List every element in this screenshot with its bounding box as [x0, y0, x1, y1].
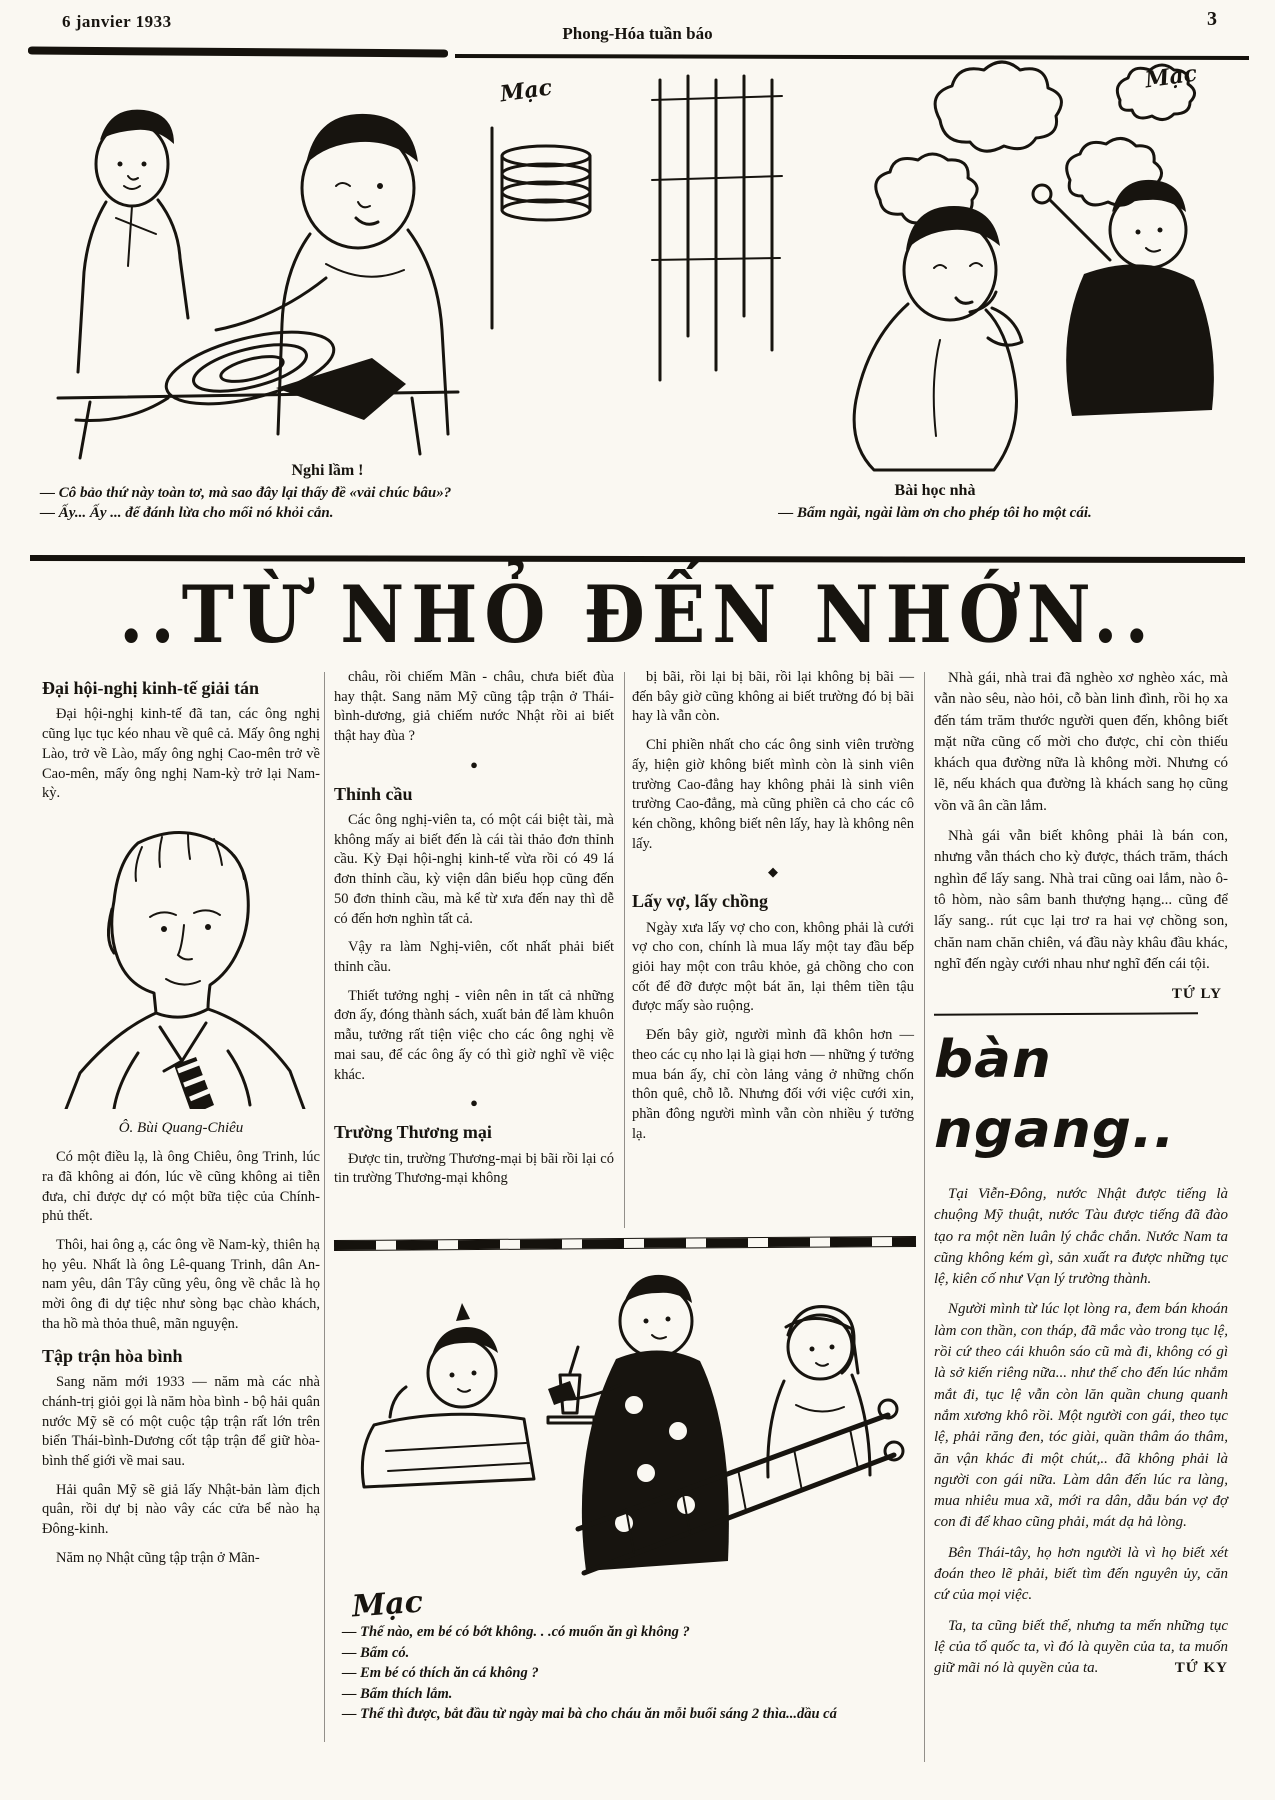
paragraph: Vậy ra làm Nghị-viên, cốt nhất phải biết thỉnh cầu.: [334, 939, 614, 976]
paragraph: Thiết tưởng nghị - viên nên in tất cả những đơn ấy, đóng thành sách, xuất bản để làm khuôn mẫu, tưởng rất tiện việc cho các ông nghị về mai sau, để các ông ấy có thì giờ nghĩ về việc khác.: [334, 987, 614, 1083]
paragraph: Có một điều lạ, là ông Chiêu, ông Trinh, lúc ra đã không ai đón, lúc về cũng không ai tiễn đưa, chỉ được dự có một bữa tiệc của Chính-phủ thết.: [42, 1149, 320, 1225]
smoking-scene-drawing: [640, 60, 1230, 480]
cartoon-fabric-scene: [40, 68, 615, 524]
author-signature: TỨ KY: [1174, 1660, 1228, 1677]
issue-date: 6 janvier 1933: [62, 12, 172, 31]
cartoon-right-caption-1: — Bẩm ngài, ngài làm ơn cho phép tôi ho một cái.: [778, 505, 1092, 521]
cartoon-bottom-caption-2: — Bẩm có.: [342, 1644, 410, 1661]
heading-tap-tran: Tập trận hòa bình: [42, 1345, 183, 1366]
cartoon-bottom-caption-3: — Em bé có thích ăn cá không ?: [342, 1665, 539, 1682]
page-number: 3: [1207, 8, 1217, 30]
cartoon-left-title: Nghi lầm !: [291, 462, 364, 479]
paragraph: Ngày xưa lấy vợ cho con, không phải là cưới vợ cho con, chính là mua lấy một tay đầu bếp giỏi hay một con trâu khỏe, gả chồng cho con cốt để đỡ được một bát ăn, lại thêm tiền tậu được mấy sào ruộng.: [632, 919, 914, 1015]
paragraph: Nhà gái vẫn biết không phải là bán con, nhưng vẫn thách cho kỳ được, thách trăm, thách nghìn để lấy sang. Nhà trai cũng oai lắm, nào ô-tô hòm, nào sâm banh thượng hạng... cũng để lấy sang.. rút cục lại trơ ra hai vợ chồng son, chăn nam chăn chiên, vá đầu này khâu đầu khác, nghĩ đến ngày cưới nhau như nghĩ đến cái tội.: [934, 828, 1228, 972]
cartoon-smoking-scene: [640, 60, 1230, 523]
paragraph: Năm nọ Nhật cũng tập trận ở Mãn-: [56, 1549, 260, 1566]
heading-truong-thuong-mai: Trường Thương mại: [334, 1122, 492, 1143]
paragraph: Bên Thái-tây, họ hơn người là vì họ biết xét đoán theo lẽ phải, biết tìm đến nguyên ủy, căn cứ của mọi việc.: [934, 1544, 1228, 1604]
cartoon-left-caption-2: — Ấy... Ấy ... để đánh lừa cho mối nó khỏi cắn.: [40, 505, 334, 522]
paragraph-text: Ta, ta cũng biết thế, nhưng ta mến những tục lệ của tổ quốc ta, vì đó là quyền của ta, ta muốn giữ mãi nó là quyền của ta.: [934, 1617, 1228, 1677]
fabric-scene-drawing: [40, 68, 615, 460]
paragraph: Các ông nghị-viên ta, có một cái biệt tài, mà không mấy ai biết đến là cái tài thảo đơn thỉnh cầu. Kỳ Đại hội-nghị kinh-tế vừa rồi có 49 lá đơn thỉnh cầu, kỳ viện dân biểu họp cũng đến 50 đơn thỉnh cầu, mà kể từ xưa đến nay thì dễ có đến hơn nghìn tất cả.: [334, 812, 614, 927]
sickbed-scene-drawing: [334, 1255, 916, 1585]
column-1: [42, 668, 320, 1578]
cartoon-sickbed-scene: [334, 1238, 916, 1726]
dot-separator: ●: [470, 756, 478, 772]
paragraph: Người mình từ lúc lọt lòng ra, đem bán khoán làm con thần, con tháp, đã mắc vào trong tục lệ, rồi cứ theo cái khuôn sáo cũ mà đi, không có gì là sở kiến riêng nữa... như thế cho đến lúc nhắm mắt đi, tục lệ vẫn còn lăn quần chung quanh nắm xương khô rồi. Một người con gái, theo tục lệ, phải răng đen, tóc giài, quần thâm áo thâm, ăn vận khác đi một chút,.. đã không phải là người con gái nữa. Làm dân đến lúc ra làng, mua nhiêu mua xã, mới ra dân, dẫu bán vợ đợ con đi để khao cũng phải, mát dạ hả lòng.: [934, 1301, 1228, 1531]
paragraph: Nhà gái, nhà trai đã nghèo xơ nghèo xác, mà vẫn nào sêu, nào hỏi, cỗ bàn linh đình, rồi họ xa đến tám trăm thước người quen đến, không biết mặt nữa cũng cố mời cho được, chỉ còn thiếu khách qua đường nữa là không mời. Nhưng có lẽ, nếu khách qua đường là khách sang họ cũng vồn vã ân cần lắm.: [934, 670, 1228, 814]
paragraph: bị bãi, rồi lại bị bãi, rồi lại không bị bãi — đến bây giờ cũng không ai biết trường đó bị bãi hay là vẫn còn.: [632, 669, 914, 725]
dot-separator: ●: [470, 1095, 478, 1111]
column-separator: [924, 672, 925, 1762]
portrait-bui-quang-chieu: [42, 813, 320, 1116]
paragraph: Hải quân Mỹ sẽ giả lấy Nhật-bản làm địch quân, rồi dự bị nào vây các cửa bể nào hạ Đông-kinh.: [42, 1481, 320, 1538]
portrait-drawing: [42, 813, 320, 1109]
paragraph: Sang năm mới 1933 — năm mà các nhà chánh-trị giỏi gọi là năm hòa bình - bộ hải quân nước Mỹ sẽ có một cuộc tập trận rất lớn trên biển Thái-bình-Dương cốt tập trận để giữ hòa-bình thế giới về mai sau.: [42, 1374, 320, 1469]
paragraph: Đại hội-nghị kinh-tế đã tan, các ông nghị cũng lục tục kéo nhau về quê cả. Mấy ông nghị Lào, trở về Lào, mấy ông nghị Cao-mên trở về Cao-mên, mấy ông nghị Nam-kỳ trở lại Nam-kỳ.: [42, 706, 320, 802]
paragraph: Đến bây giờ, người mình đã khôn hơn — theo các cụ nho lại là giại hơn — những ý tưởng mua bán ấy, chỉ còn lảng vảng ở những chốn thôn quê, chỗ lỗ. Nhưng đối với việc cưới xin, phần đông người mình vẫn còn nhiều ý tưởng lạ.: [632, 1027, 914, 1142]
diamond-separator: ◆: [768, 864, 778, 880]
cartoon-bottom-captions: [334, 1584, 916, 1725]
paragraph: Thôi, hai ông ạ, các ông về Nam-kỳ, thiên hạ họ yêu. Nhất là ông Lê-quang Trinh, dân An-nam yêu, dân Tây cũng yêu, ông về chắc là họ mời ông đi dự tiệc như sòng bạc chào khách, tha hồ mà thỏa thuê, mãn nguyện.: [42, 1237, 320, 1332]
section-rule: [30, 555, 1245, 563]
heading-thinh-cau: Thỉnh cầu: [334, 783, 413, 804]
portrait-caption: Ô. Bùi Quang-Chiêu: [118, 1119, 244, 1136]
column-separator: [324, 672, 325, 1742]
artist-signature: Mạc: [498, 74, 554, 108]
paragraph: châu, rồi chiếm Mãn - châu, chưa biết đùa hay thật. Sang năm Mỹ cũng tập trận ở Thái-bình-dương, giả chiếm nước Nhật rồi ai biết thật hay đùa ?: [334, 669, 614, 745]
masthead: Phong-Hóa tuần báo: [562, 24, 713, 43]
column-3: [632, 668, 914, 1154]
cartoon-bottom-caption-1: — Thế nào, em bé có bớt không. . .có muốn ăn gì không ?: [342, 1624, 690, 1640]
ban-ngang-heading: bàn ngang..: [934, 1029, 1176, 1161]
paragraph: Tại Viễn-Đông, nước Nhật được tiếng là chuộng Mỹ thuật, nước Tàu được tiếng đã đào tạo ra một nền luân lý chắc chắn. Nước Nam ta cũng không kém gì, sản xuất ra được những tục lệ, kiên cố như Vạn lý trường thành.: [934, 1185, 1228, 1288]
heading-lay-vo-lay-chong: Lấy vợ, lấy chồng: [632, 891, 768, 912]
artist-signature: Mạc: [1143, 60, 1199, 94]
column-separator: [624, 672, 625, 1228]
cartoon-bottom-caption-5: — Thế thì được, bắt đầu từ ngày mai bà cho cháu ăn mỗi buổi sáng 2 thìa...dầu cá: [342, 1706, 837, 1723]
cartoon-right-title: Bài học nhà: [894, 482, 976, 499]
column-2: [334, 668, 614, 1198]
heading-kinh-te: Đại hội-nghị kinh-tế giải tán: [42, 678, 260, 698]
artist-signature: Mạc: [350, 1584, 425, 1625]
article-headline: ..TỪ NHỎ ĐẾN NHỚN..: [119, 568, 1156, 661]
paragraph: Chỉ phiền nhất cho các ông sinh viên trường ấy, hiện giờ không biết mình còn là sinh viên trường Cao-đẳng hay không phải là sinh viên trường Cao-đẳng, mà cũng phiền cả cho các cô kén chồng, không biết nên lấy, hay là không nên lấy.: [632, 737, 914, 852]
cartoon-bottom-caption-4: — Bẩm thích lắm.: [342, 1685, 453, 1702]
striped-divider: [334, 1236, 916, 1251]
author-signature: TỨ LY: [1171, 986, 1222, 1003]
cartoon-left-caption-1: — Cô bảo thứ này toàn tơ, mà sao đây lại thấy đề «vải chúc bâu»?: [40, 485, 452, 501]
header-rule-left: [28, 47, 448, 58]
paragraph: Được tin, trường Thương-mại bị bãi rồi lại có tin trường Thương-mại không: [334, 1150, 614, 1187]
article-rule: [934, 1012, 1198, 1015]
paragraph: [934, 1616, 1228, 1680]
column-4: [934, 668, 1228, 1689]
